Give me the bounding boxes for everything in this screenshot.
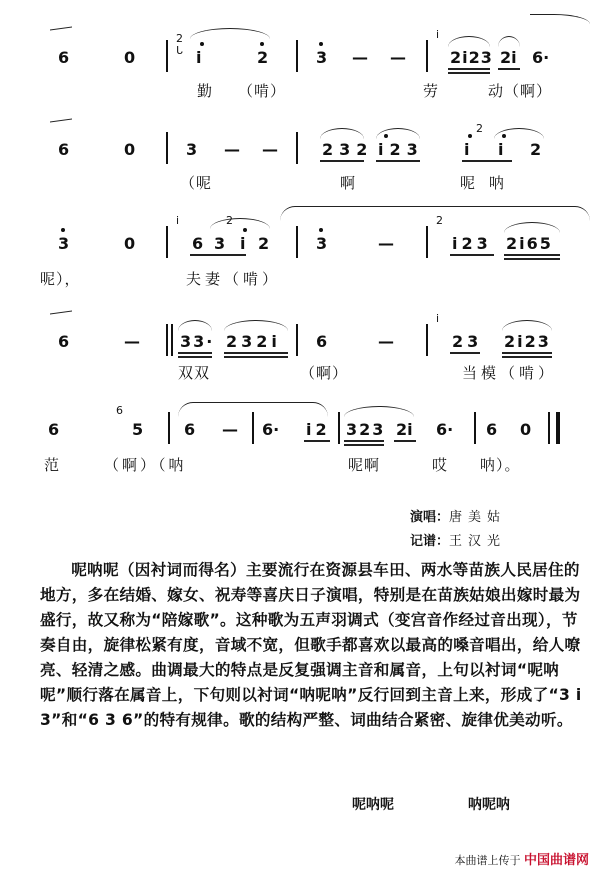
- note: —: [378, 332, 394, 351]
- note: i: [498, 140, 504, 159]
- note: —: [124, 332, 140, 351]
- note: 6: [58, 140, 70, 159]
- subscript-words-1: 呢呐呢: [352, 797, 394, 813]
- bar-line: [296, 40, 298, 72]
- underline: [450, 254, 494, 256]
- lyric: 当模（啃）: [462, 364, 558, 382]
- bar-line: [426, 226, 428, 258]
- grace-note: i: [176, 214, 180, 227]
- lyric: 啊: [340, 174, 357, 192]
- lyric: （啊）（呐: [104, 456, 187, 474]
- lyric: （呢: [180, 174, 213, 192]
- underline: [178, 356, 212, 358]
- tie: [502, 320, 552, 331]
- note: —: [224, 140, 240, 159]
- note: 3: [316, 48, 328, 67]
- underline: [190, 254, 246, 256]
- description-text: 呢呐呢（因衬词而得名）主要流行在资源县车田、两水等苗族人民居住的地方，多在结婚、嫁女、祝寿等喜庆日子演唱，特别是在苗族姑娘出嫁时最为盛行，故又称为“陪嫁歌”。这种歌为五声羽调式（变宫音作经过音出现），节奏自由，旋律松紧有度，音域不宽，但歌手都喜欢以最高的嗓音唱出，给人嘹亮、轻清之感。曲调最大的特点是反复强调主音和属音，上句以衬词“呢呐呢”顺行落在属音上，下句则以衬词“呐呢呐”反行回到主音上来，形成了“3 i 3”和“6 3 6”的特有规律。歌的结构严整、词曲结合紧密、旋律优美动听。: [40, 561, 582, 729]
- note: 3: [316, 234, 328, 253]
- tie: [504, 222, 560, 233]
- note: 6·: [262, 420, 280, 439]
- lyric: 呐）。: [480, 456, 521, 474]
- underline: [224, 356, 288, 358]
- bar-line: [338, 412, 340, 444]
- note-group: 23: [452, 332, 483, 351]
- footer: [454, 849, 589, 868]
- underline: [344, 440, 384, 442]
- bar-line: [474, 412, 476, 444]
- underline: [504, 254, 560, 256]
- tie: [178, 320, 212, 331]
- lyric: 呢呐: [460, 174, 519, 192]
- bar-line: [296, 324, 298, 356]
- high-dot: [384, 134, 388, 138]
- note: 6: [48, 420, 60, 439]
- note-group: 2i: [396, 420, 413, 439]
- underline: [344, 444, 384, 446]
- underline: [448, 72, 490, 74]
- note: —: [222, 420, 238, 439]
- lyric: （啊）: [300, 364, 349, 382]
- note: 6: [58, 48, 70, 67]
- note: 3: [58, 234, 70, 253]
- high-dot: [319, 228, 323, 232]
- tie: [320, 128, 364, 139]
- lyric: 范: [44, 456, 61, 474]
- note-group: 232: [322, 140, 374, 159]
- note: 2: [258, 234, 270, 253]
- phrase-tie-mark: [50, 26, 72, 36]
- high-dot: [468, 134, 472, 138]
- tie: [494, 128, 544, 139]
- singer-credit: [410, 506, 506, 525]
- note-group: 2i65: [506, 234, 553, 253]
- description-paragraph: [40, 558, 588, 733]
- underline: [504, 258, 560, 260]
- note: i: [464, 140, 470, 159]
- lyric: 勤: [197, 82, 214, 100]
- bar-line: [426, 40, 428, 72]
- note: 0: [124, 140, 136, 159]
- lyric: 夫妻（啃）: [186, 270, 282, 288]
- tie: [448, 36, 490, 47]
- phrase-tie-mark: [50, 310, 72, 320]
- underline: [450, 352, 480, 354]
- underline: [502, 356, 552, 358]
- singer-label: 演唱：: [410, 510, 450, 525]
- note-group: i23: [452, 234, 492, 253]
- high-dot: [61, 228, 65, 232]
- underline: [320, 160, 364, 162]
- final-bar-line: [548, 412, 560, 444]
- bar-line: [166, 226, 168, 258]
- bar-line: [426, 324, 428, 356]
- underline: [376, 160, 420, 162]
- lyric: 哎: [432, 456, 449, 474]
- note: 0: [520, 420, 532, 439]
- lyric: 呢啊: [348, 456, 381, 474]
- footer-text: 本曲谱上传于: [454, 854, 521, 867]
- singer-name: 唐美姑: [449, 510, 507, 525]
- note: —: [352, 48, 368, 67]
- note-group: i2: [306, 420, 331, 439]
- note: i: [240, 234, 246, 253]
- long-tie: [280, 206, 590, 221]
- note: 6·: [436, 420, 454, 439]
- tie: [190, 28, 270, 39]
- note-group: 33·: [180, 332, 215, 351]
- grace-note: 2: [436, 214, 443, 227]
- high-dot: [200, 42, 204, 46]
- notation-label: 记谱：: [410, 534, 450, 549]
- tie: [376, 128, 420, 139]
- underline: [178, 352, 212, 354]
- bar-line: [166, 324, 168, 356]
- tie-continuation: [530, 14, 590, 31]
- notator-name: 王汉光: [449, 534, 507, 549]
- subscript-words-2: 呐呢呐: [468, 797, 510, 813]
- note: —: [262, 140, 278, 159]
- tie: [498, 36, 520, 47]
- note: 6·: [532, 48, 550, 67]
- lyric: 动（啊）: [488, 82, 553, 100]
- underline: [394, 440, 416, 442]
- lyric: 呢），: [40, 270, 81, 288]
- long-tie: [178, 402, 328, 417]
- note: 0: [124, 234, 136, 253]
- high-dot: [319, 42, 323, 46]
- note-group: i23: [378, 140, 424, 159]
- grace-note: 2: [226, 214, 233, 227]
- high-dot: [260, 42, 264, 46]
- underline: [224, 352, 288, 354]
- tie: [210, 218, 270, 229]
- note: —: [378, 234, 394, 253]
- note: 5: [132, 420, 144, 439]
- bar-line: [168, 412, 170, 444]
- bar-line: [171, 324, 173, 356]
- grace-note: 6: [116, 404, 123, 417]
- underline: [498, 68, 520, 70]
- note: 3: [214, 234, 226, 253]
- note: —: [390, 48, 406, 67]
- lyric: 劳: [423, 82, 440, 100]
- note-group: 2i23: [450, 48, 493, 67]
- note: 0: [124, 48, 136, 67]
- note: 6: [58, 332, 70, 351]
- phrase-tie-mark: [50, 118, 72, 128]
- note: 6: [192, 234, 204, 253]
- note-group: 2i: [500, 48, 517, 67]
- grace-slur: ᒐ: [176, 44, 183, 57]
- note: 2: [257, 48, 269, 67]
- underline: [462, 160, 512, 162]
- lyric: （啃）: [238, 82, 287, 100]
- lyric: 双双: [178, 364, 211, 382]
- grace-note: 2: [176, 32, 183, 45]
- underline: [304, 440, 330, 442]
- bar-line: [296, 132, 298, 164]
- note: i: [196, 48, 202, 67]
- underline: [448, 68, 490, 70]
- note-group: 323: [346, 420, 386, 439]
- grace-note: i: [436, 312, 440, 325]
- bar-line: [296, 226, 298, 258]
- bar-line: [166, 132, 168, 164]
- note-group: 232i: [226, 332, 281, 351]
- grace-note: 2: [476, 122, 483, 135]
- tie: [224, 320, 288, 331]
- bar-line: [166, 40, 168, 72]
- note: 2: [530, 140, 542, 159]
- note: 6: [486, 420, 498, 439]
- grace-note: i: [436, 28, 440, 41]
- notation-credit: [410, 530, 506, 549]
- underline: [502, 352, 552, 354]
- note: 6: [184, 420, 196, 439]
- site-logo[interactable]: 中国曲谱网: [523, 853, 589, 868]
- tie: [344, 406, 414, 417]
- note: 6: [316, 332, 328, 351]
- note-group: 2i23: [504, 332, 551, 351]
- note: 3: [186, 140, 198, 159]
